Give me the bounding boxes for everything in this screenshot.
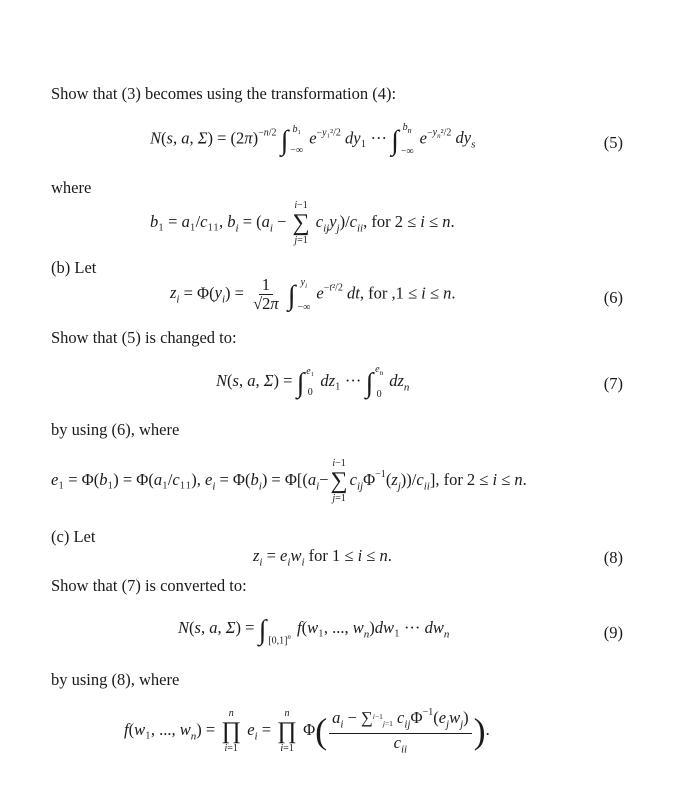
equation-8-formula: $z_i = e_iw_i$ for 1 ≤ i ≤ n.	[253, 546, 392, 569]
equation-7-formula: N(s, a, Σ) = ∫ e₁ 0 dz₁ ··· ∫ $e_n$ 0 $dz_n$	[216, 364, 410, 400]
paragraph-intro: Show that (3) becomes using the transformation (4):	[51, 84, 397, 103]
equation-b-formula: b₁ = a₁/c₁₁, $b_i = (a_i$ − i−1 ∑ j=1 $c_{ij}y_j)/c_{ii}$, for 2 ≤ i ≤ n.	[150, 200, 455, 246]
equation-b-definition	[150, 200, 455, 246]
paragraph-b-let: (b) Let	[51, 258, 97, 277]
equation-6	[170, 276, 455, 313]
paragraph-where-1: where	[51, 178, 92, 197]
paragraph-show-7: Show that (7) is converted to:	[51, 576, 247, 595]
equation-number-9: (9)	[603, 623, 623, 642]
paragraph-by-using-8: by using (8), where	[51, 670, 180, 689]
equation-6-formula: $z_i = \Phi(y_i)$ = $\frac{1}{√2\pi}$ ∫ $y_i$ −∞ $e^{-t^2/2}$ dt, for ,1 ≤ i ≤ n.	[170, 275, 456, 313]
equation-f-formula: f(w₁, ..., $w_n$) = n ∏ i=1 $e_i$ = n ∏ i=1 Φ( $\frac{a_i - \sum^{i-1}_{j=1} c_{ij}\Phi^{-1}(e_jw_j)}{c_{ii}}$ ).	[124, 704, 490, 759]
equation-9	[178, 612, 449, 647]
paragraph-show-5: Show that (5) is changed to:	[51, 328, 237, 347]
equation-f-definition	[124, 704, 490, 759]
paragraph-by-using-6: by using (6), where	[51, 420, 180, 439]
equation-number-5: (5)	[603, 133, 623, 152]
equation-5	[150, 122, 475, 157]
paragraph-c-let: (c) Let	[51, 527, 96, 546]
equation-9-formula: N(s, a, Σ) = ∫ $[0,1]^n$ f(w₁, ..., $w_n)dw_1$ ··· $dw_n$	[178, 614, 450, 647]
equation-number-6: (6)	[603, 288, 623, 307]
equation-7	[216, 364, 409, 400]
equation-e-formula: e₁ = Φ(b₁) = Φ(a₁/c₁₁), $e_i = \Phi(b_i) = \Phi[(a_i-$ i−1 ∑ j=1 $c_{ij}\Phi^{-1}(z_j))/c_{ii}$], for 2 ≤ i ≤ n.	[51, 458, 527, 504]
equation-number-8: (8)	[603, 548, 623, 567]
equation-e-definition	[51, 458, 527, 504]
equation-5-formula: N(s, a, $\Sigma) = (2\pi)^{-n/2}$ ∫ b₁ −∞ $e^{-y_1^2/2}$ dy₁ ··· ∫ $b_n$ −∞ $e^{-y_n^2/2}$ $dy_s$	[150, 122, 476, 157]
equation-number-7: (7)	[603, 374, 623, 393]
equation-8	[253, 546, 392, 568]
